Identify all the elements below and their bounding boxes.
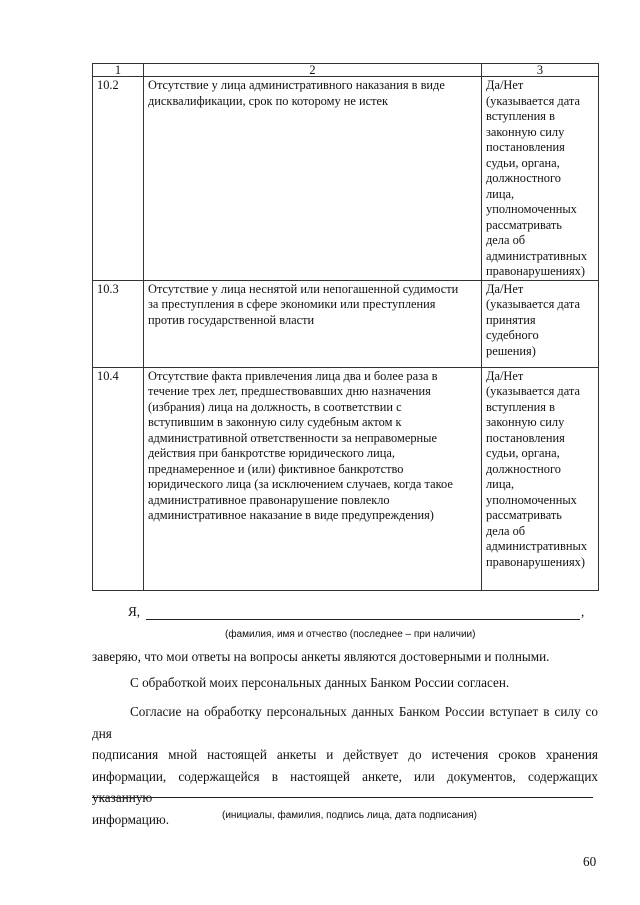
consent-terms-line: информации, содержащейся в настоящей анкете, или документов, содержащих указанную — [92, 768, 598, 805]
cell-line: Да/Нет — [486, 78, 524, 92]
cell-line: постановления — [486, 140, 565, 154]
row-number: 10.2 — [93, 77, 144, 281]
cell-line: принятия — [486, 312, 536, 327]
cell-line: правонарушениях) — [486, 264, 585, 278]
row-number: 10.4 — [93, 367, 144, 590]
header-col-1: 1 — [93, 64, 144, 77]
cell-line: (указывается дата — [486, 93, 580, 108]
cell-line: (указывается дата — [486, 297, 580, 311]
cell-line: за преступления в сфере экономики или преступления — [148, 297, 436, 311]
cell-line: решения) — [486, 343, 536, 358]
cell-line: правонарушениях) — [486, 554, 585, 569]
row-description — [144, 280, 482, 367]
consent-terms-line: Согласие на обработку персональных данных Банком России вступает в силу со дня — [92, 704, 598, 741]
consent-text: С обработкой моих персональных данных Банком России согласен. — [130, 675, 510, 690]
cell-line: административных — [486, 539, 588, 553]
cell-line: (избрания) лица на должность, в соответствии с — [148, 399, 402, 414]
cell-line: уполномоченных — [486, 492, 577, 507]
consent-terms-line: подписания мной настоящей анкеты и действует до истечения сроков хранения — [92, 747, 598, 762]
cell-line: дела об — [486, 233, 526, 247]
name-caption: (фамилия, имя и отчество (последнее – при наличии) — [225, 629, 476, 640]
table-row — [93, 280, 599, 367]
row-description — [144, 77, 482, 281]
cell-line: (указывается дата — [486, 384, 580, 398]
signature-line — [92, 797, 593, 798]
cell-line: должностного — [486, 171, 561, 185]
cell-line: дисквалификации, срок по которому не истек — [148, 93, 389, 108]
cell-line: постановления — [486, 430, 565, 445]
page-number: 60 — [583, 854, 597, 869]
cell-line: рассматривать — [486, 217, 562, 232]
cell-line: законную силу — [486, 124, 565, 139]
cell-line: лица, — [486, 186, 515, 201]
declaration-prefix: Я, — [128, 604, 141, 619]
header-col-2: 2 — [144, 64, 482, 77]
cell-line: административное наказание в виде предупреждения) — [148, 508, 434, 522]
row-answer — [482, 77, 599, 281]
declaration-suffix: , — [581, 604, 585, 619]
consent-terms-line: информацию. — [92, 811, 170, 827]
table-row — [93, 367, 599, 590]
cell-line: юридического лица (за исключением случаев, когда такое — [148, 477, 453, 491]
cell-line: лица, — [486, 477, 515, 491]
cell-line: Отсутствие факта привлечения лица два и более раза в — [148, 368, 438, 383]
cell-line: рассматривать — [486, 508, 562, 522]
cell-line: судьи, органа, — [486, 155, 560, 170]
cell-line: против государственной власти — [148, 312, 315, 327]
cell-line: вступления в — [486, 399, 555, 414]
cell-line: административных — [486, 248, 588, 263]
cell-line: действия при банкротстве юридического лица, — [148, 446, 395, 460]
row-description — [144, 367, 482, 590]
cell-line: Отсутствие у лица административного наказания в виде — [148, 78, 445, 92]
row-number: 10.3 — [93, 280, 144, 367]
cell-line: вступления в — [486, 109, 555, 123]
row-answer — [482, 280, 599, 367]
cell-line: административное правонарушение повлекло — [148, 492, 390, 507]
cell-line: Да/Нет — [486, 281, 524, 296]
certify-text: заверяю, что мои ответы на вопросы анкеты являются достоверными и полными. — [92, 649, 550, 664]
row-answer — [482, 367, 599, 590]
cell-line: дела об — [486, 523, 526, 538]
table-row — [93, 77, 599, 281]
cell-line: судьи, органа, — [486, 446, 560, 460]
cell-line: уполномоченных — [486, 202, 577, 216]
cell-line: Да/Нет — [486, 368, 524, 383]
table-header-row — [93, 64, 599, 77]
cell-line: административной ответственности за неправомерные — [148, 430, 437, 445]
cell-line: законную силу — [486, 415, 565, 429]
questionnaire-table — [92, 63, 599, 591]
cell-line: преднамеренное и (или) фиктивное банкротство — [148, 461, 404, 476]
cell-line: вступившим в законную силу судебным актом к — [148, 415, 402, 429]
header-col-3: 3 — [482, 64, 599, 77]
cell-line: судебного — [486, 328, 539, 342]
signature-caption: (инициалы, фамилия, подпись лица, дата подписания) — [222, 810, 477, 821]
name-field-line — [146, 619, 580, 620]
cell-line: течение трех лет, предшествовавших дню назначения — [148, 384, 431, 398]
cell-line: должностного — [486, 461, 561, 476]
cell-line: Отсутствие у лица неснятой или непогашенной судимости — [148, 281, 459, 296]
